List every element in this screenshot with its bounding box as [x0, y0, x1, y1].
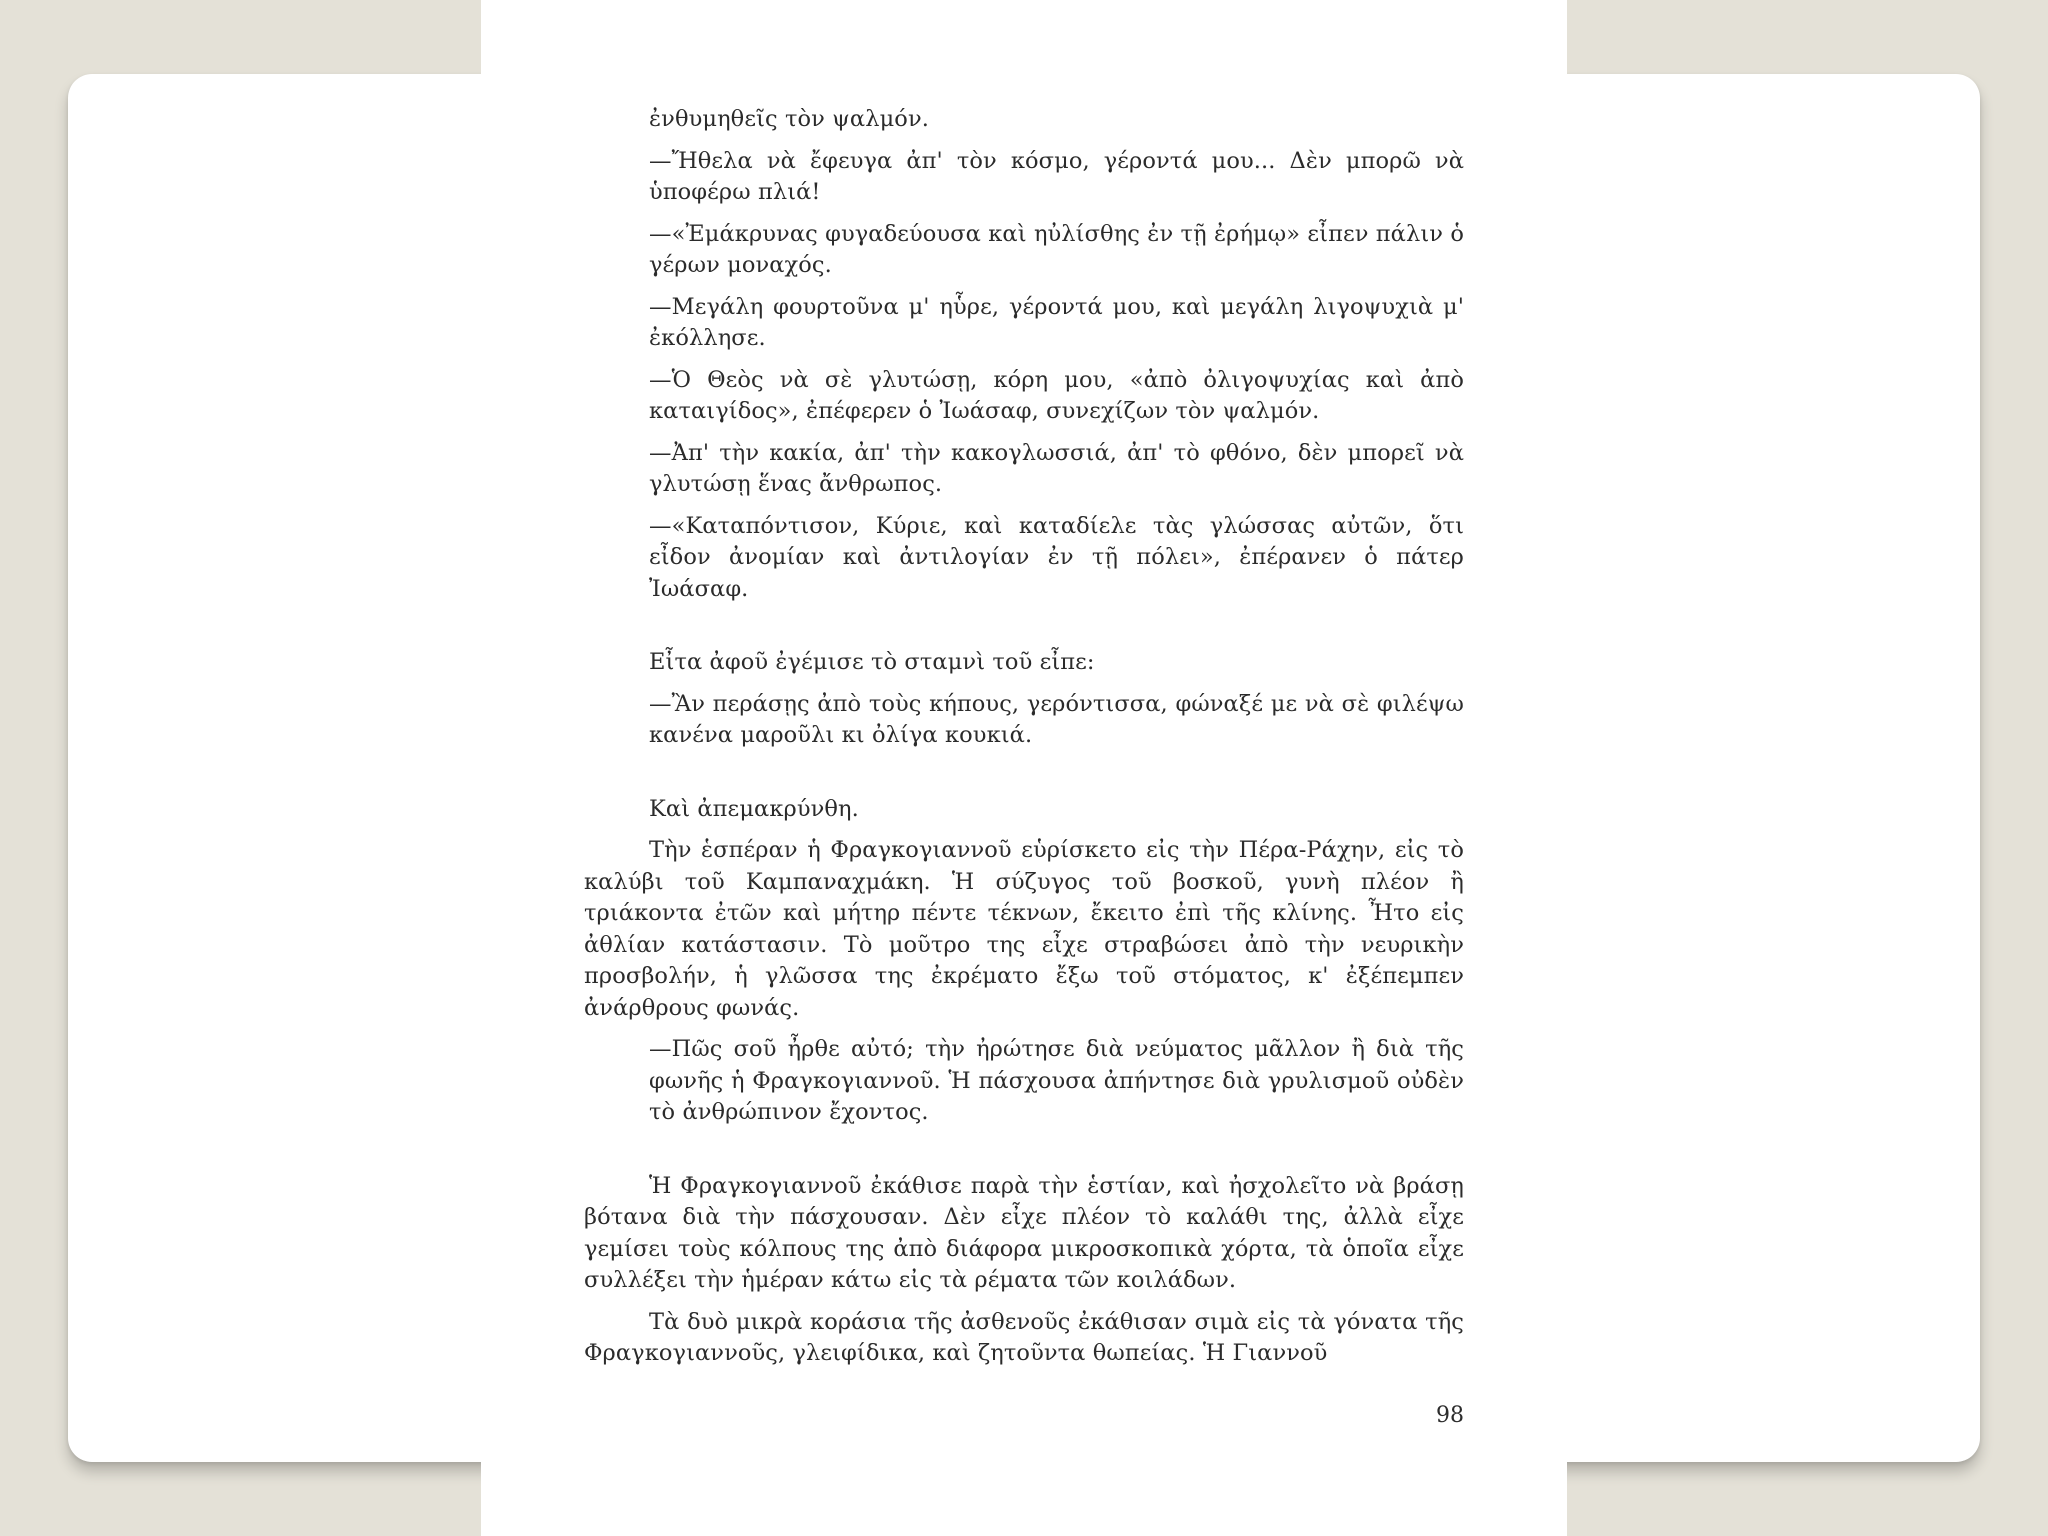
paragraph: Εἶτα ἀφοῦ ἐγέμισε τὸ σταμνὶ τοῦ εἶπε: — [649, 649, 1095, 675]
paragraph: —Ἤθελα νὰ ἔφευγα ἀπ' τὸν κόσμο, γέροντά μου... Δὲν μπορῶ νὰ ὑποφέρω πλιά! — [649, 147, 1464, 205]
paragraph: —Ὁ Θεὸς νὰ σὲ γλυτώσῃ, κόρη μου, «ἀπὸ ὀλιγοψυχίας καὶ ἀπὸ καταιγίδος», ἐπέφερεν ὁ Ἰωάσαφ, συνεχίζων τὸν ψαλμόν. — [649, 366, 1464, 424]
paragraph: —«Καταπόντισον, Κύριε, καὶ καταδίελε τὰς γλώσσας αὐτῶν, ὅτι εἶδον ἀνομίαν καὶ ἀντιλογίαν ἐν τῇ πόλει», ἐπέρανεν ὁ πάτερ Ἰωάσαφ. — [649, 512, 1464, 602]
paragraph: Τὴν ἑσπέραν ἡ Φραγκογιαννοῦ εὑρίσκετο εἰς τὴν Πέρα-Ράχην, εἰς τὸ καλύβι τοῦ Καμπαναχμάκη. Ἡ σύζυγος τοῦ βοσκοῦ, γυνὴ πλέον ἢ τριάκοντα ἐτῶν καὶ μήτηρ πέντε τέκνων, ἔκειτο ἐπὶ τῆς κλίνης. Ἦτο εἰς ἀθλίαν κατάστασιν. Τὸ μοῦτρο της εἶχε στραβώσει ἀπὸ τὴν νευρικὴν προσβολήν, ἡ γλῶσσα της ἐκρέματο ἔξω τοῦ στόματος, κ' ἐξέπεμπεν ἀνάρθρους φωνάς. — [584, 837, 1464, 1021]
paragraph: —Ἀπ' τὴν κακία, ἀπ' τὴν κακογλωσσιά, ἀπ' τὸ φθόνο, δὲν μπορεῖ νὰ γλυτώσῃ ἕνας ἄνθρωπος. — [649, 439, 1464, 497]
page-number: 98 — [1436, 1403, 1464, 1428]
paragraph: —Μεγάλη φουρτοῦνα μ' ηὗρε, γέροντά μου, καὶ μεγάλη λιγοψυχιὰ μ' ἐκόλλησε. — [649, 293, 1464, 351]
paragraph: —Πῶς σοῦ ἦρθε αὐτό; τὴν ἠρώτησε διὰ νεύματος μᾶλλον ἢ διὰ τῆς φωνῆς ἡ Φραγκογιαννοῦ. Ἡ πάσχουσα ἀπήντησε διὰ γρυλισμοῦ οὐδὲν τὸ ἀνθρώπινον ἔχοντος. — [649, 1036, 1464, 1125]
paragraph: Ἡ Φραγκογιαννοῦ ἐκάθισε παρὰ τὴν ἑστίαν, καὶ ἠσχολεῖτο νὰ βράσῃ βότανα διὰ τὴν πάσχουσαν. Δὲν εἶχε πλέον τὸ καλάθι της, ἀλλὰ εἶχε γεμίσει τοὺς κόλπους της ἀπὸ διάφορα μικροσκοπικὰ χόρτα, τὰ ὁποῖα εἶχε συλλέξει τὴν ἡμέραν κάτω εἰς τὰ ρέματα τῶν κοιλάδων. — [584, 1172, 1464, 1293]
paragraph: —Ἂν περάσῃς ἀπὸ τοὺς κήπους, γερόντισσα, φώναξέ με νὰ σὲ φιλέψω κανένα μαροῦλι κι ὀλίγα κουκιά. — [649, 690, 1464, 748]
page-text — [584, 104, 1464, 1380]
paragraph: —«Ἐμάκρυνας φυγαδεύουσα καὶ ηὐλίσθης ἐν τῇ ἐρήμῳ» εἶπεν πάλιν ὁ γέρων μοναχός. — [649, 220, 1464, 278]
paragraph: ἐνθυμηθεῖς τὸν ψαλμόν. — [649, 106, 929, 132]
paragraph: Καὶ ἀπεμακρύνθη. — [649, 795, 859, 822]
paragraph: Τὰ δυὸ μικρὰ κοράσια τῆς ἀσθενοῦς ἐκάθισαν σιμὰ εἰς τὰ γόνατα τῆς Φραγκογιαννοῦς, γλειφίδικα, καὶ ζητοῦντα θωπείας. Ἡ Γιαννοῦ — [584, 1308, 1464, 1366]
